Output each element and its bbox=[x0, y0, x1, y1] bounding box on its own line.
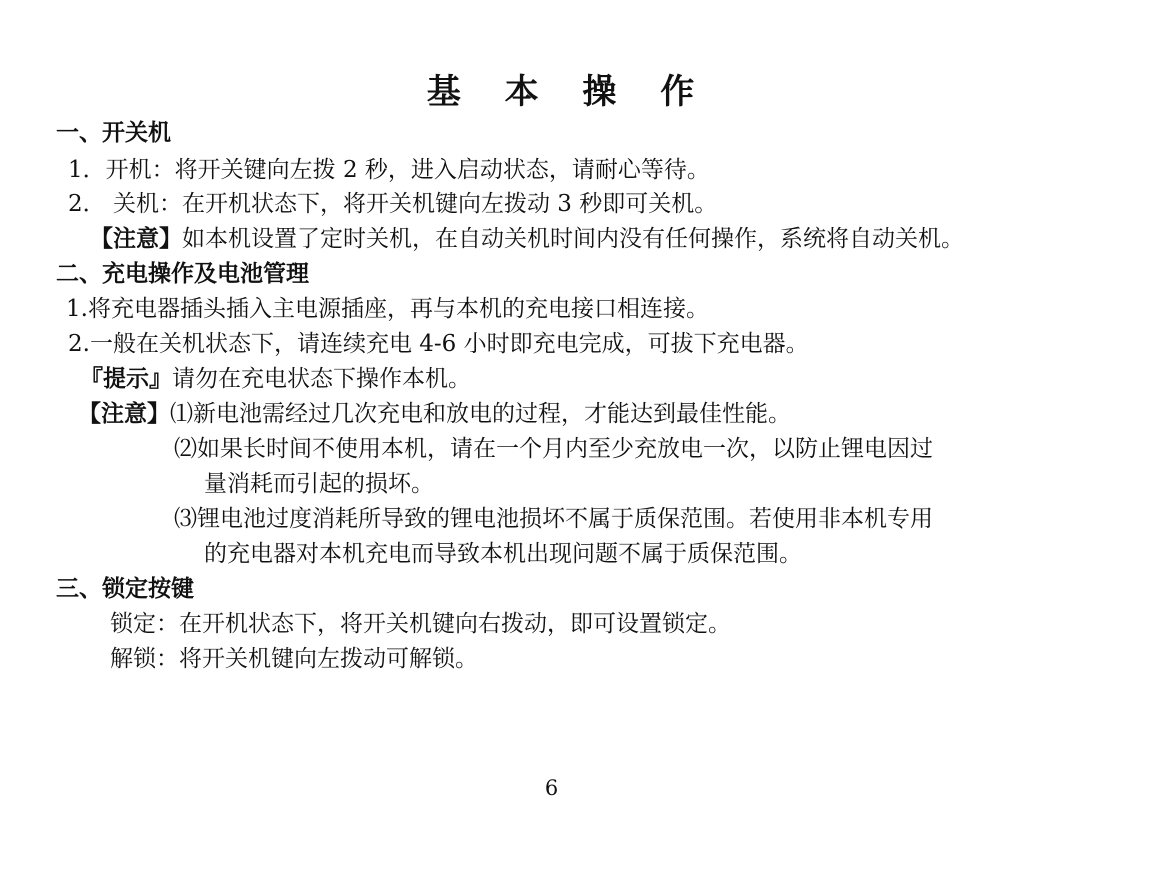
lock-instruction: 锁定：在开机状态下，将开关机键向右拨动，即可设置锁定。 bbox=[110, 611, 731, 637]
page-number: 6 bbox=[544, 776, 559, 800]
note-point-3-continued: 的充电器对本机充电而导致本机出现问题不属于质保范围。 bbox=[204, 541, 802, 567]
note-point-2: ⑵如果长时间不使用本机，请在一个月内至少充放电一次，以防止锂电因过 bbox=[174, 436, 933, 462]
note-label: 【注意】 bbox=[78, 401, 170, 427]
tip-label: 『提示』 bbox=[80, 366, 172, 392]
section-heading-charging: 二、充电操作及电池管理 bbox=[56, 261, 309, 287]
charging-step-2: 2.一般在关机状态下，请连续充电 4-6 小时即充电完成，可拔下充电器。 bbox=[68, 331, 809, 357]
charging-tip bbox=[80, 364, 471, 394]
note-point-2-continued: 量消耗而引起的损坏。 bbox=[204, 471, 434, 497]
tip-text: 请勿在充电状态下操作本机。 bbox=[172, 366, 471, 392]
note-point-1: ⑴新电池需经过几次充电和放电的过程，才能达到最佳性能。 bbox=[170, 401, 791, 427]
battery-note-first bbox=[78, 399, 791, 429]
note-label: 【注意】 bbox=[90, 226, 182, 252]
page-title: 基 本 操 作 bbox=[426, 72, 711, 112]
power-note bbox=[90, 224, 964, 254]
section-heading-power: 一、开关机 bbox=[56, 120, 171, 146]
unlock-instruction: 解锁：将开关机键向左拨动可解锁。 bbox=[110, 646, 478, 672]
note-point-3: ⑶锂电池过度消耗所导致的锂电池损坏不属于质保范围。若使用非本机专用 bbox=[174, 506, 933, 532]
power-off-instruction: 2． 关机：在开机状态下，将开关机键向左拨动 3 秒即可关机。 bbox=[68, 191, 718, 217]
charging-step-1: 1.将充电器插头插入主电源插座，再与本机的充电接口相连接。 bbox=[66, 296, 709, 322]
power-on-instruction: 1．开机：将开关键向左拨 2 秒，进入启动状态，请耐心等待。 bbox=[68, 157, 710, 183]
section-heading-lock: 三、锁定按键 bbox=[56, 576, 194, 602]
note-text: 如本机设置了定时关机，在自动关机时间内没有任何操作，系统将自动关机。 bbox=[182, 226, 964, 252]
